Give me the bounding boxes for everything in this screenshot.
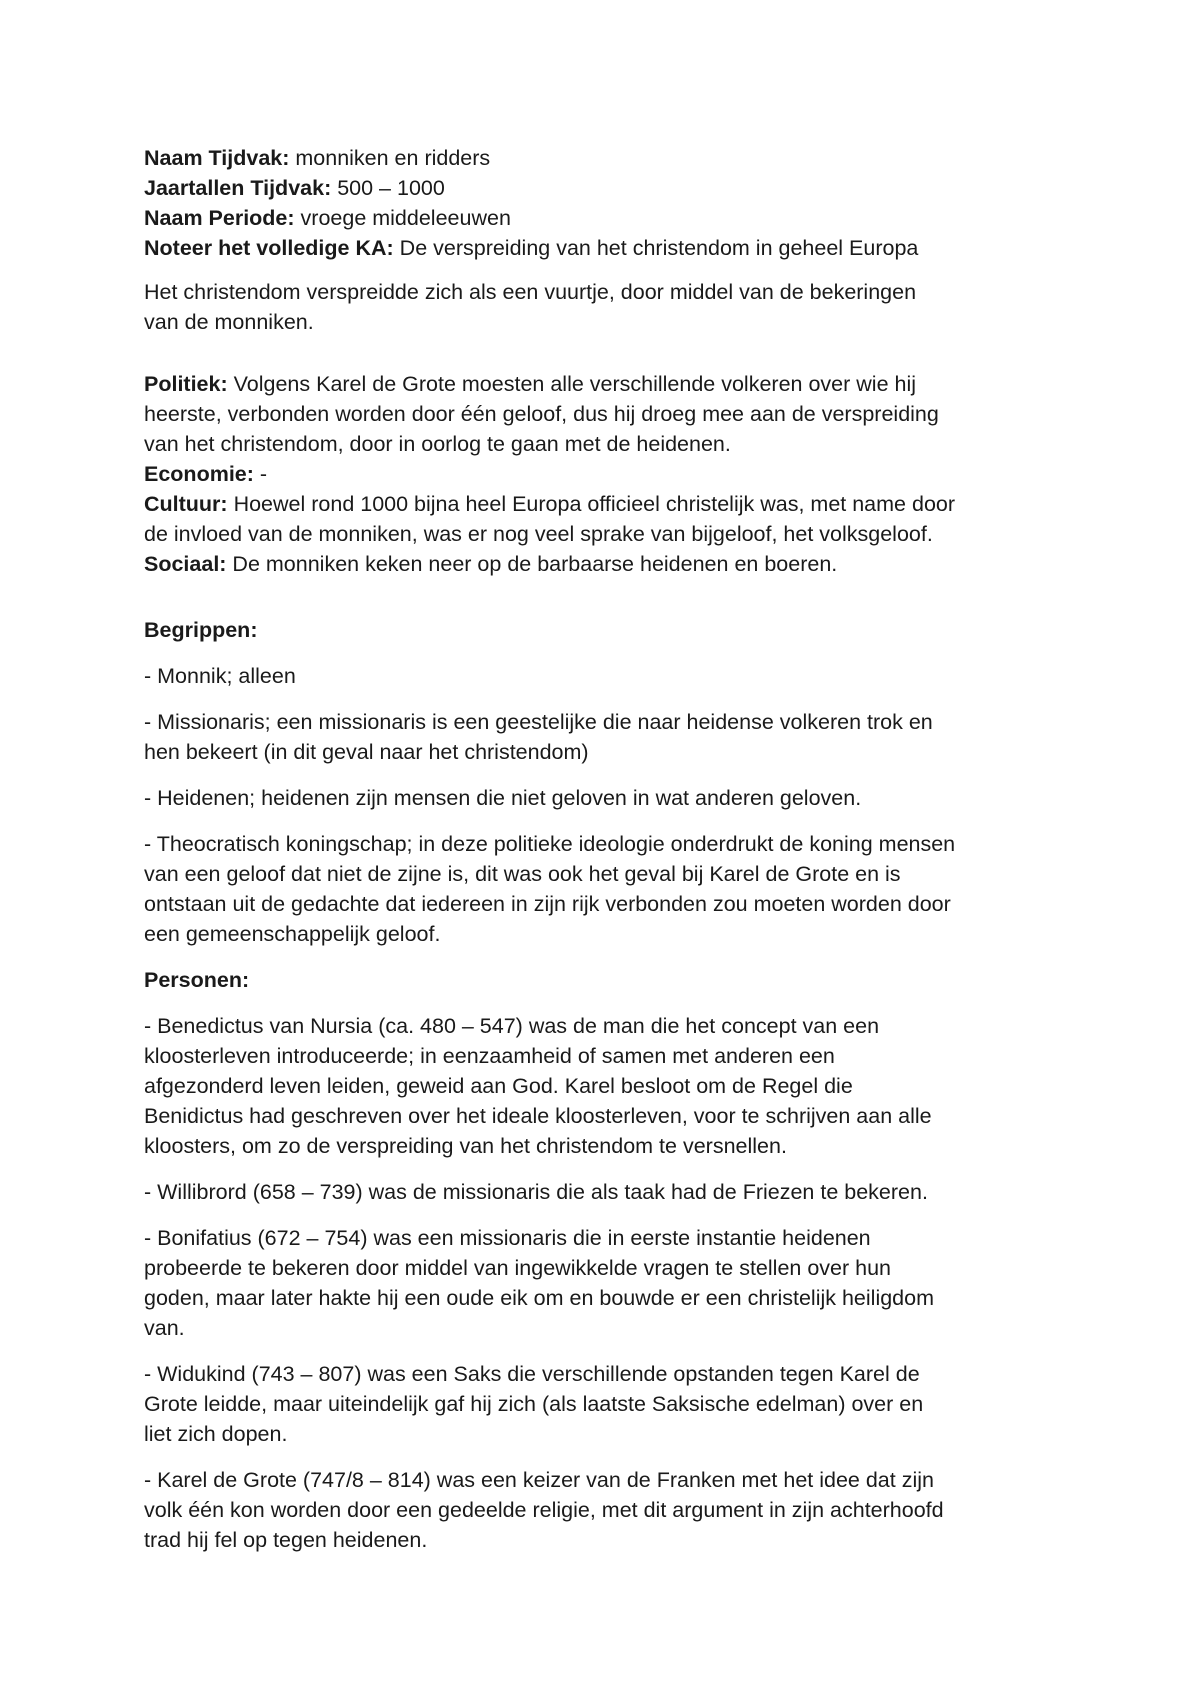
begrip-theocratisch: van een geloof dat niet de zijne is, dit was ook het geval bij Karel de Grote en is [144,862,901,886]
persoon-bonifatius: probeerde te bekeren door middel van ingewikkelde vragen te stellen over hun [144,1256,891,1280]
persoon-benedictus: Benidictus had geschreven over het ideale kloosterleven, voor te schrijven aan alle [144,1104,932,1128]
list-item [144,1177,1074,1207]
begrip-theocratisch: ontstaan uit de gedachte dat iedereen in zijn rijk verbonden zou moeten worden door [144,892,951,916]
sociaal-line [144,549,1074,579]
persoon-benedictus: kloosters, om zo de verspreiding van het christendom te versnellen. [144,1134,787,1158]
list-item [144,707,1074,767]
personen-section [144,965,1074,1555]
persoon-karel: - Karel de Grote (747/8 – 814) was een keizer van de Franken met het idee dat zijn [144,1468,934,1492]
cultuur-text: Hoewel rond 1000 bijna heel Europa officieel christelijk was, met name door [227,492,956,516]
persoon-benedictus: - Benedictus van Nursia (ca. 480 – 547) was de man die het concept van een [144,1014,880,1038]
begrip-monnik: - Monnik; alleen [144,664,296,688]
persoon-bonifatius: goden, maar later hakte hij een oude eik om en bouwde er een christelijk heiligdom [144,1286,934,1310]
economie-label: Economie: [144,462,254,486]
intro-line: van de monniken. [144,310,314,334]
persoon-bonifatius: - Bonifatius (672 – 754) was een missionaris die in eerste instantie heidenen [144,1226,871,1250]
personen-title: Personen: [144,968,250,992]
cultuur-line [144,489,1074,519]
periode-value: vroege middeleeuwen [294,206,511,230]
persoon-karel: volk één kon worden door een gedeelde religie, met dit argument in zijn achterhoofd [144,1498,944,1522]
intro-paragraph [144,277,1074,337]
persoon-benedictus: kloosterleven introduceerde; in eenzaamheid of samen met anderen een [144,1044,835,1068]
sociaal-text: De monniken keken neer op de barbaarse heidenen en boeren. [226,552,838,576]
persoon-widukind: Grote leidde, maar uiteindelijk gaf hij zich (als laatste Saksische edelman) over en [144,1392,924,1416]
tijdvak-label: Naam Tijdvak: [144,146,290,170]
jaartallen-line [144,173,1074,203]
ka-line [144,233,1074,263]
list-item [144,1011,1074,1161]
jaartallen-label: Jaartallen Tijdvak: [144,176,332,200]
list-item [144,783,1074,813]
periode-label: Naam Periode: [144,206,295,230]
ka-value: De verspreiding van het christendom in geheel Europa [393,236,919,260]
politiek-line [144,369,1074,399]
politiek-text: Volgens Karel de Grote moesten alle verschillende volkeren over wie hij [227,372,917,396]
begrip-theocratisch: een gemeenschappelijk geloof. [144,922,441,946]
economie-value: - [253,462,268,486]
list-item [144,661,1074,691]
tijdvak-value: monniken en ridders [289,146,491,170]
begrip-heidenen: - Heidenen; heidenen zijn mensen die niet geloven in wat anderen geloven. [144,786,862,810]
begrippen-title: Begrippen: [144,618,258,642]
persoon-widukind: liet zich dopen. [144,1422,288,1446]
list-item [144,829,1074,949]
periode-line [144,203,1074,233]
politiek-line: van het christendom, door in oorlog te gaan met de heidenen. [144,432,731,456]
begrip-missionaris: - Missionaris; een missionaris is een geestelijke die naar heidense volkeren trok en [144,710,933,734]
intro-line: Het christendom verspreidde zich als een vuurtje, door middel van de bekeringen [144,280,917,304]
sociaal-label: Sociaal: [144,552,227,576]
begrip-theocratisch: - Theocratisch koningschap; in deze politieke ideologie onderdrukt de koning mensen [144,832,956,856]
persoon-benedictus: afgezonderd leven leiden, geweid aan God. Karel besloot om de Regel die [144,1074,853,1098]
politiek-label: Politiek: [144,372,228,396]
list-item [144,1465,1074,1555]
jaartallen-value: 500 – 1000 [331,176,445,200]
politiek-line: heerste, verbonden worden door één geloof, dus hij droeg mee aan de verspreiding [144,402,939,426]
document-page [144,143,1074,1555]
cultuur-label: Cultuur: [144,492,228,516]
persoon-willibrord: - Willibrord (658 – 739) was de missionaris die als taak had de Friezen te bekeren. [144,1180,928,1204]
header-block [144,143,1074,263]
persoon-karel: trad hij fel op tegen heidenen. [144,1528,428,1552]
list-item [144,1223,1074,1343]
tijdvak-line [144,143,1074,173]
begrip-missionaris: hen bekeert (in dit geval naar het christendom) [144,740,589,764]
list-item [144,1359,1074,1449]
begrippen-section [144,615,1074,949]
economie-line [144,459,1074,489]
persoon-bonifatius: van. [144,1316,185,1340]
cultuur-line: de invloed van de monniken, was er nog veel sprake van bijgeloof, het volksgeloof. [144,522,933,546]
persoon-widukind: - Widukind (743 – 807) was een Saks die verschillende opstanden tegen Karel de [144,1362,920,1386]
ka-label: Noteer het volledige KA: [144,236,394,260]
aspects-block [144,369,1074,579]
